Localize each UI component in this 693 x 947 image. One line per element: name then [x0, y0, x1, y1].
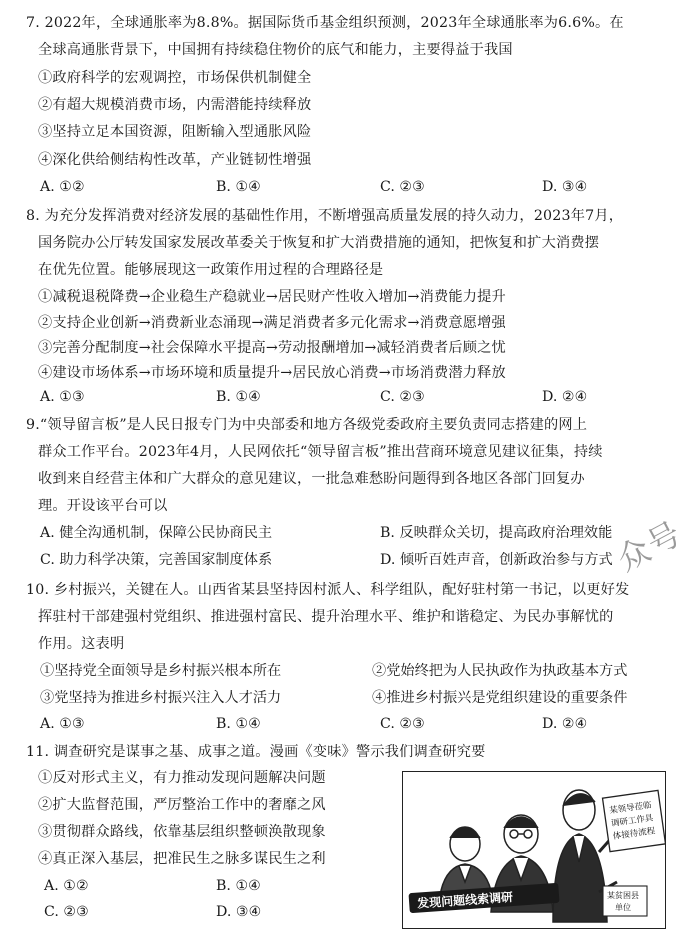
q9-options-row-1 — [0, 523, 693, 543]
q10-items-row-1 — [0, 661, 693, 681]
q9-option-c: C. 助力科学决策，完善国家制度体系 — [40, 552, 273, 568]
q9-stem-line-3: 收到来自经营主体和广大群众的意见建议，一批急难愁盼问题得到各地区各部门回复办 — [38, 471, 585, 487]
q10-item-3: ③党坚持为推进乡村振兴注入人才活力 — [40, 690, 282, 706]
q10-item-2: ②党始终把为人民执政作为执政基本方式 — [372, 663, 628, 679]
q11-option-c: C. ②③ — [44, 904, 89, 920]
q10-items-row-2 — [0, 688, 693, 708]
watermark-text: 众号 — [610, 513, 689, 579]
cartoon-paper-line-2: 调研工作具 — [610, 813, 655, 830]
q8-option-c: C. ②③ — [380, 389, 425, 405]
q7-item-3: ③坚持立足本国资源，阻断输入型通胀风险 — [38, 124, 312, 140]
cartoon-illustration — [402, 771, 666, 929]
q8-options — [0, 387, 693, 407]
cartoon-tag-line-1: 某贫困县 — [607, 891, 639, 900]
q7-item-1: ①政府科学的宏观调控，市场保供机制健全 — [38, 70, 312, 86]
q11-stem: 11. 调查研究是谋事之基、成事之道。漫画《变味》警示我们调查研究要 — [26, 744, 486, 760]
q8-option-b: B. ①④ — [216, 389, 261, 405]
q9-stem-line-4: 理。开设该平台可以 — [38, 498, 168, 514]
q8-stem-line-3: 在优先位置。能够展现这一政策作用过程的合理路径是 — [38, 262, 384, 278]
q9-stem-line-1: 9.“领导留言板”是人民日报专门为中央部委和地方各级党委政府主要负责同志搭建的网上 — [26, 417, 588, 433]
q10-stem-line-2: 挥驻村干部建强村党组织、推进强村富民、提升治理水平、维护和谐稳定、为民办事解忧的 — [38, 609, 614, 625]
q9-option-b: B. 反映群众关切，提高政府治理效能 — [380, 525, 613, 541]
cartoon-paper-line-1: 某领导莅临 — [608, 800, 653, 817]
q8-item-1: ①减税退税降费→企业稳生产稳就业→居民财产性收入增加→消费能力提升 — [38, 289, 506, 305]
q10-stem-line-3: 作用。这表明 — [38, 636, 125, 652]
q8-stem-line-1: 8. 为充分发挥消费对经济发展的基础性作用，不断增强高质量发展的持久动力，2023年7月， — [26, 208, 624, 224]
q9-option-a: A. 健全沟通机制，保障公民协商民主 — [40, 525, 273, 541]
q10-item-4: ④推进乡村振兴是党组织建设的重要条件 — [372, 690, 628, 706]
cartoon-tag-line-2: 单位 — [615, 903, 631, 912]
q11-item-3: ③贯彻群众路线，依靠基层组织整顿涣散现象 — [38, 824, 326, 840]
cartoon-banner: 发现问题线索调研 — [416, 889, 514, 911]
q10-option-d: D. ②④ — [542, 716, 588, 732]
q7-options — [0, 177, 693, 197]
cartoon-drawing — [403, 772, 666, 929]
q10-option-c: C. ②③ — [380, 716, 425, 732]
q10-option-b: B. ①④ — [216, 716, 261, 732]
q8-stem-line-2: 国务院办公厅转发国家发展改革委关于恢复和扩大消费措施的通知，把恢复和扩大消费摆 — [38, 235, 600, 251]
q7-stem-line-1: 7. 2022年，全球通胀率为8.8%。据国际货币基金组织预测，2023年全球通胀率为6.6%。在 — [26, 15, 624, 31]
q11-option-b: B. ①④ — [216, 878, 261, 894]
q7-item-2: ②有超大规模消费市场，内需潜能持续释放 — [38, 97, 312, 113]
q11-item-2: ②扩大监督范围，严厉整治工作中的奢靡之风 — [38, 797, 326, 813]
q11-option-d: D. ③④ — [216, 904, 262, 920]
q7-stem-line-2: 全球高通胀背景下，中国拥有持续稳住物价的底气和能力，主要得益于我国 — [38, 42, 513, 58]
q11-option-a: A. ①② — [44, 878, 89, 894]
q10-stem-line-1: 10. 乡村振兴，关键在人。山西省某县坚持因村派人、科学组队，配好驻村第一书记，以更好发 — [26, 582, 630, 598]
q7-item-4: ④深化供给侧结构性改革，产业链韧性增强 — [38, 152, 312, 168]
q9-options-row-2 — [0, 550, 693, 570]
q11-item-1: ①反对形式主义，有力推动发现问题解决问题 — [38, 770, 326, 786]
q8-option-d: D. ②④ — [542, 389, 588, 405]
q7-option-a: A. ①② — [40, 179, 85, 195]
q8-item-3: ③完善分配制度→社会保障水平提高→劳动报酬增加→减轻消费者后顾之忧 — [38, 340, 506, 356]
q9-stem-line-2: 群众工作平台。2023年4月，人民网依托“领导留言板”推出营商环境意见建议征集，持续 — [38, 444, 603, 460]
q8-item-2: ②支持企业创新→消费新业态涌现→满足消费者多元化需求→消费意愿增强 — [38, 315, 506, 331]
cartoon-paper-line-3: 体接待流程 — [612, 826, 656, 843]
q7-option-c: C. ②③ — [380, 179, 425, 195]
q10-item-1: ①坚持党全面领导是乡村振兴根本所在 — [40, 663, 282, 679]
q8-option-a: A. ①③ — [40, 389, 85, 405]
q10-option-a: A. ①③ — [40, 716, 85, 732]
q7-option-b: B. ①④ — [216, 179, 261, 195]
q11-item-4: ④真正深入基层，把准民生之脉多谋民生之利 — [38, 851, 326, 867]
q9-option-d: D. 倾听百姓声音，创新政治参与方式 — [380, 552, 613, 568]
q8-item-4: ④建设市场体系→市场环境和质量提升→居民放心消费→市场消费潜力释放 — [38, 365, 506, 381]
q10-options — [0, 714, 693, 734]
q7-option-d: D. ③④ — [542, 179, 588, 195]
